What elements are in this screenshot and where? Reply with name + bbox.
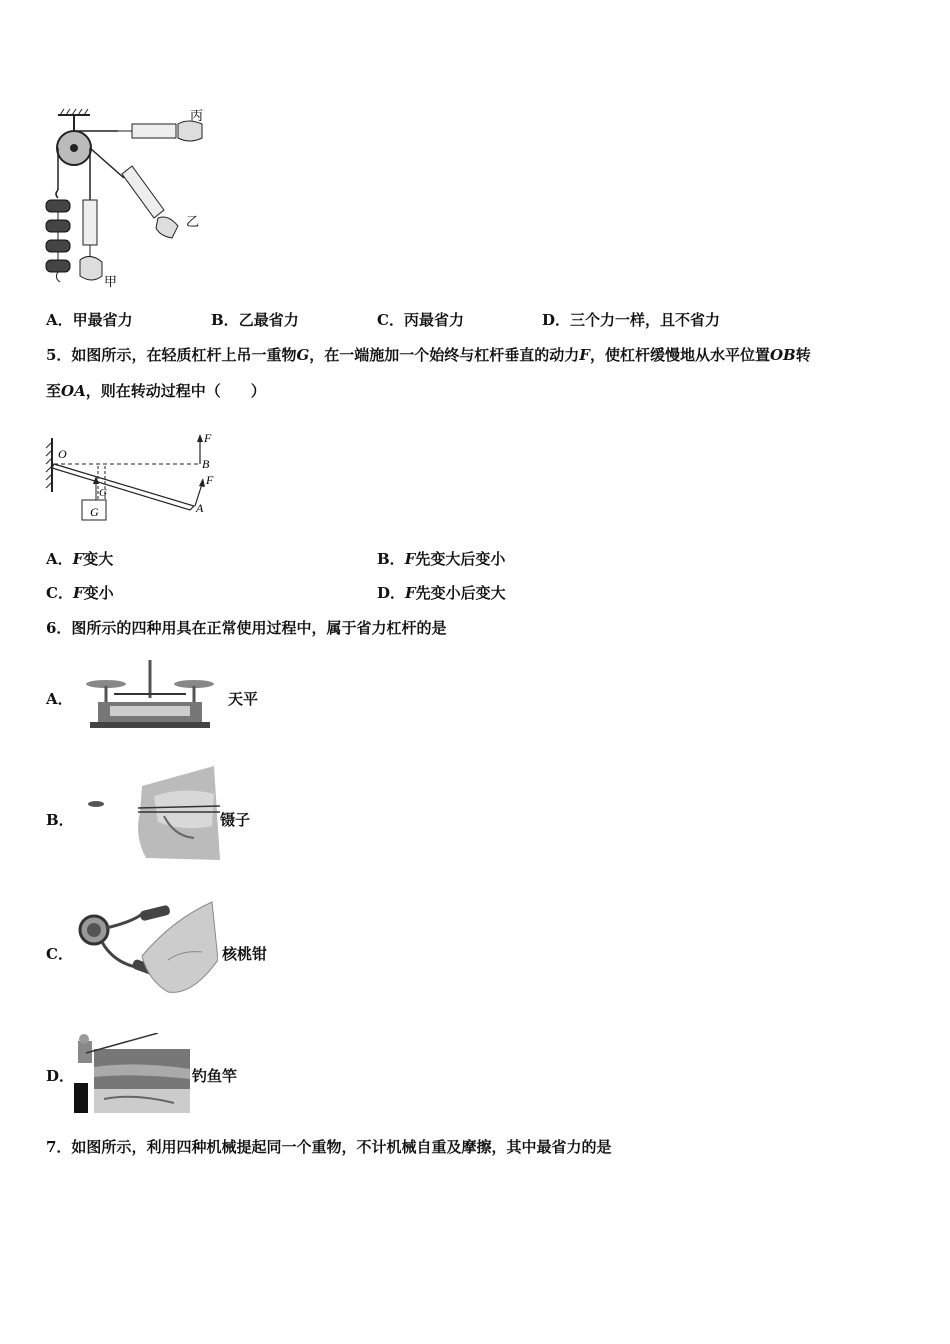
label-yi: 乙 [186,214,200,229]
q4-option-a[interactable]: A．甲最省力 [46,311,133,329]
q6-option-d-label: 钓鱼竿 [192,1067,238,1085]
label-bing: 丙 [190,108,204,123]
q6-option-b-letter[interactable]: B． [46,811,74,829]
q5-question-line1: 5．如图所示，在轻质杠杆上吊一重物G，在一端施加一个始终与杠杆垂直的动力F，使杠杆缓慢地从水平位置OB转 [46,346,811,364]
label-b: B [202,457,210,471]
lever-figure [40,428,230,528]
label-g-box: G [90,505,99,519]
q5-option-b[interactable]: B．F先变大后变小 [377,550,506,568]
q4-option-c[interactable]: C．丙最省力 [377,311,464,329]
q7-question: 7．如图所示，利用四种机械提起同一个重物，不计机械自重及摩擦，其中最省力的是 [46,1138,612,1156]
label-f-bottom: F [206,473,214,487]
q4-option-d[interactable]: D．三个力一样，且不省力 [542,311,721,329]
label-jia: 甲 [104,274,118,289]
q5-question-line2: 至OA，则在转动过程中（ ） [46,382,266,400]
q5-option-d[interactable]: D．F先变小后变大 [377,584,506,602]
q6-option-a-letter[interactable]: A． [46,690,73,708]
q4-option-b[interactable]: B．乙最省力 [211,311,299,329]
q6-option-b-label: 镊子 [220,811,251,829]
label-a: A [196,501,204,515]
q6-option-a-label: 天平 [228,690,259,708]
q5-option-c[interactable]: C．F变小 [46,584,114,602]
q5-option-a[interactable]: A．F变大 [46,550,114,568]
q6-option-c-label: 核桃钳 [222,945,268,963]
fishing-rod-photo [74,1033,190,1113]
pulley-spring-scale-figure [40,100,220,300]
label-o: O [58,447,67,461]
q6-option-c-letter[interactable]: C． [46,945,73,963]
nutcracker-photo [72,900,218,998]
q6-option-d-letter[interactable]: D． [46,1067,75,1085]
q6-question: 6．图所示的四种用具在正常使用过程中，属于省力杠杆的是 [46,619,447,637]
balance-scale-photo [84,658,216,730]
label-f-top: F [204,431,212,445]
tweezers-photo [84,766,220,860]
label-g-arrow: G [99,487,107,499]
